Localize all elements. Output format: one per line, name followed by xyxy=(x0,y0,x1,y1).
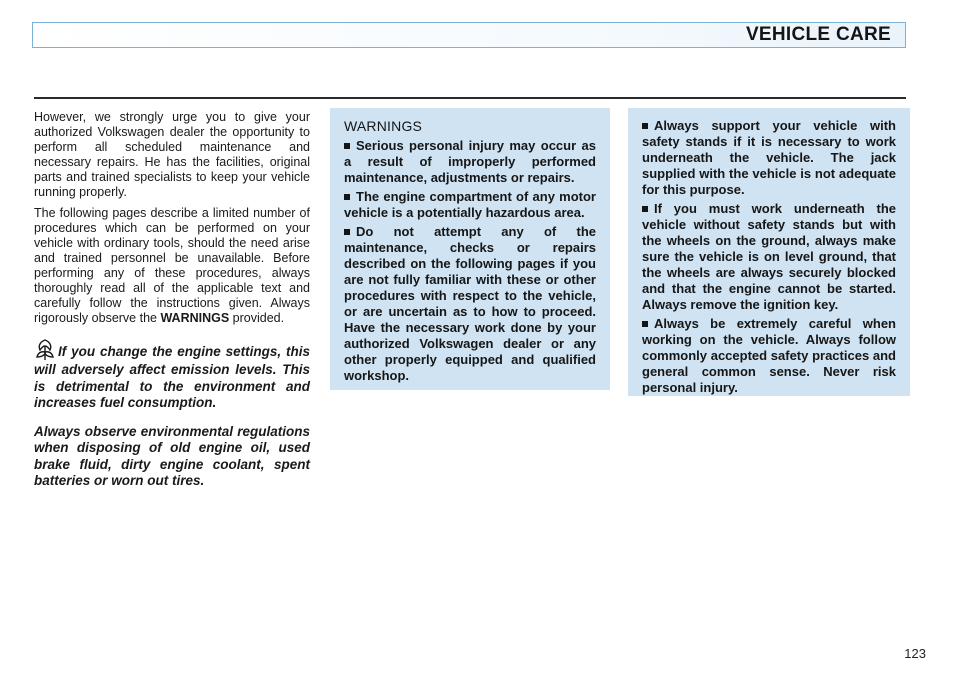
warnings-box-2 xyxy=(628,108,910,396)
environment-note-2: Always observe environmental regulations when disposing of old engine oil, used brake fluid, dirty engine coolant, spent batteries or worn out tires. xyxy=(34,423,310,488)
section-header-bar xyxy=(32,22,906,48)
warning-item xyxy=(642,201,896,313)
warnings-heading: WARNINGS xyxy=(344,118,423,134)
warning-item-text: Do not attempt any of the maintenance, checks or repairs described on the following pages if you are not fully familiar with these or other procedures with respect to the vehicle, or are uncertain as to how to proceed. Have the necessary work done by your authorized Volkswagen dealer or any other properly equipped and qualified workshop. xyxy=(344,224,596,383)
warning-item xyxy=(642,316,896,396)
warning-item-text: The engine compartment of any motor vehicle is a potentially hazardous area. xyxy=(344,189,596,220)
page-number: 123 xyxy=(904,646,926,661)
warning-item xyxy=(344,224,596,384)
square-bullet-icon xyxy=(642,206,648,212)
square-bullet-icon xyxy=(344,194,350,200)
intro-paragraph-1: However, we strongly urge you to give your authorized Volkswagen dealer the opportunity to perform all scheduled maintenance and necessary repairs. He has the facilities, original parts and trained specialists to keep your vehicle running properly. xyxy=(34,110,310,199)
warning-item-text: Always support your vehicle with safety stands if it is necessary to work underneath the vehicle. The jack supplied with the vehicle is not adequate for this purpose. xyxy=(642,118,896,197)
intro-paragraph-2 xyxy=(34,206,310,326)
warning-item-text: If you must work underneath the vehicle without safety stands but with the wheels on the ground, always make sure the vehicle is on level ground, that the wheels are always securely blocked and that the engine cannot be started. Always remove the ignition key. xyxy=(642,201,896,312)
intro-paragraph-2-text: The following pages describe a limited number of procedures which can be performed on your vehicle with ordinary tools, should the need arise and trained personnel be unavailable. Before performing any of these procedures, always thoroughly read all of the applicable text and carefully follow the instructions given. Always rigorously observe the xyxy=(34,206,310,325)
square-bullet-icon xyxy=(642,123,648,129)
square-bullet-icon xyxy=(344,229,350,235)
warning-item xyxy=(344,189,596,221)
header-rule xyxy=(34,97,906,99)
environment-leaf-icon xyxy=(34,338,56,362)
square-bullet-icon xyxy=(642,321,648,327)
section-title: VEHICLE CARE xyxy=(745,24,891,45)
warnings-reference: WARNINGS xyxy=(160,311,230,325)
warning-item-text: Serious personal injury may occur as a result of improperly performed maintenance, adjustments or repairs. xyxy=(344,138,596,185)
square-bullet-icon xyxy=(344,143,350,149)
warnings-box-1 xyxy=(330,108,610,390)
intro-paragraph-2-end: provided. xyxy=(229,311,285,325)
warning-item xyxy=(642,118,896,198)
intro-column xyxy=(34,110,310,496)
warning-item xyxy=(344,138,596,186)
warning-item-text: Always be extremely careful when working on the vehicle. Always follow commonly accepted safety practices and general common sense. Never risk personal injury. xyxy=(642,316,896,395)
environment-note-1 xyxy=(34,338,310,412)
environment-note-1-text: If you change the engine settings, this will adversely affect emission levels. This is detrimental to the environment and increases fuel consumption. xyxy=(34,344,310,410)
